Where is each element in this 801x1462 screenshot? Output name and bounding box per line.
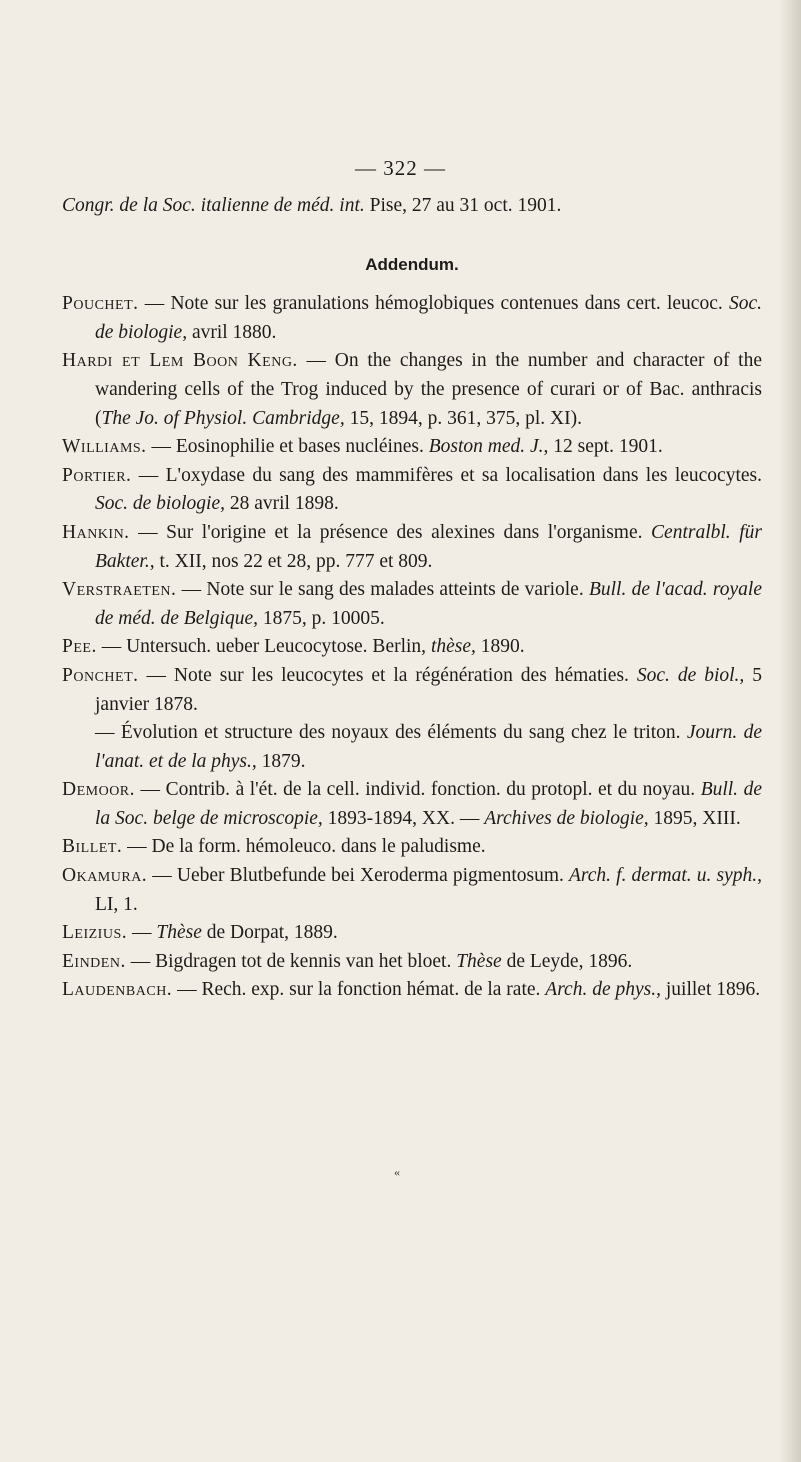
entry-demoor: [62, 776, 762, 833]
entry-text: — Note sur le sang des malades atteints de variole.: [176, 579, 589, 601]
entry-einden: [62, 948, 762, 977]
entry-portier: [62, 462, 762, 519]
section-heading: Addendum.: [365, 254, 459, 274]
entry-hardi: [62, 347, 762, 433]
entry-hankin: [62, 519, 762, 576]
entry-text: — Évolution et structure des noyaux des éléments du sang chez le triton.: [95, 722, 687, 744]
entry-source: Thèse: [156, 922, 202, 944]
entry-text: — Ueber Blutbefunde bei Xeroderma pigmentosum.: [147, 865, 569, 887]
entry-text: — On the changes in the number and character of the wandering cells of the Trog induced by the presence of curari or of Bac. anthracis (: [95, 350, 763, 429]
entry-author: Hankin.: [62, 521, 130, 543]
entry-source: Journ. de l'anat. et de la phys.,: [95, 722, 762, 772]
entry-text-end: de Dorpat, 1889.: [201, 922, 338, 944]
entry-source-2: Archives de biologie,: [484, 807, 649, 829]
entry-pouchet: [62, 290, 762, 347]
entry-text: — L'oxydase du sang des mammifères et sa localisation dans les leucocytes.: [131, 464, 762, 486]
entry-text: — Bigdragen tot de kennis van het bloet.: [125, 950, 457, 972]
entry-okamura: [62, 862, 762, 919]
entry-source: The Jo. of Physiol. Cambridge,: [101, 407, 345, 429]
page-edge-shadow: [779, 0, 801, 1462]
entry-source: Soc. de biologie,: [95, 493, 225, 515]
entry-text-end: 28 avril 1898.: [224, 493, 339, 515]
entry-text: — De la form. hémoleuco. dans le paludisme.: [122, 836, 486, 858]
entry-leizius: [62, 919, 762, 948]
entry-laudenbach: [62, 976, 762, 1005]
entry-text-end: 1879.: [256, 750, 306, 772]
entry-author: Einden.: [62, 950, 126, 972]
entry-text: — Note sur les leucocytes et la régénération des hématies.: [138, 664, 637, 686]
entry-text-end: de Leyde, 1896.: [501, 950, 633, 972]
stray-mark: «: [394, 1165, 400, 1179]
entry-text-end: juillet 1896.: [661, 979, 761, 1001]
entry-text: — Sur l'origine et la présence des alexines dans l'organisme.: [129, 521, 652, 543]
entry-source: Bull. de la Soc. belge de microscopie,: [95, 779, 762, 829]
entry-ponchet-second: [62, 719, 762, 776]
entry-pee: [62, 633, 762, 662]
entry-source: Thèse: [456, 950, 502, 972]
entry-source: Soc. de biologie,: [95, 293, 762, 343]
entry-text: —: [127, 922, 157, 944]
entry-ponchet: [62, 662, 762, 719]
entry-text-end: 5 janvier 1878.: [95, 664, 762, 715]
page-number: — 322 —: [355, 156, 446, 180]
entry-author: Pee.: [62, 636, 97, 658]
entry-text: Pise, 27 au 31 oct. 1901.: [364, 195, 562, 216]
entry-author: Portier.: [62, 464, 132, 486]
entry-text-end: 1895, XIII.: [648, 807, 741, 829]
top-entry: [62, 192, 762, 221]
entry-text-end: , 12 sept. 1901.: [543, 436, 663, 458]
entry-author: Hardi et Lem Boon Keng.: [62, 350, 298, 372]
entry-source: Bull. de l'acad. royale de méd. de Belgique,: [95, 579, 762, 629]
entry-source: Boston med. J.: [428, 436, 544, 458]
entry-text: — Untersuch. ueber Leucocytose. Berlin,: [96, 636, 431, 658]
entry-text-end: 1890.: [475, 636, 525, 658]
entry-text-end: 1875, p. 10005.: [257, 607, 385, 629]
bibliography-text: [62, 192, 762, 1005]
entry-author: Verstraeten.: [62, 579, 177, 601]
entry-text-end: avril 1880.: [187, 321, 277, 343]
entry-text: — Eosinophilie et bases nucléines.: [146, 436, 429, 458]
entry-verstraeten: [62, 576, 762, 633]
entry-text: — Contrib. à l'ét. de la cell. individ. fonction. du protopl. et du noyau.: [135, 779, 701, 801]
entry-text-mid: 1893-1894, XX. —: [322, 807, 485, 829]
entry-author: Demoor.: [62, 779, 136, 801]
entry-text-end: t. XII, nos 22 et 28, pp. 777 et 809.: [154, 550, 433, 572]
entry-source: Soc. de biol.,: [636, 664, 745, 686]
entry-source: Arch. de phys.,: [545, 979, 661, 1001]
entry-author: Billet.: [62, 836, 123, 858]
entry-author: Leizius.: [62, 922, 128, 944]
entry-author: Williams.: [62, 436, 147, 458]
entry-williams: [62, 433, 762, 462]
entry-author: Ponchet.: [62, 664, 139, 686]
entry-text-end: LI, 1.: [95, 893, 138, 915]
entry-text: — Note sur les granulations hémoglobiques contenues dans cert. leucoc.: [138, 293, 729, 315]
entry-source: Centralbl. für Bakter.,: [95, 521, 762, 572]
entry-author: Laudenbach.: [62, 979, 173, 1001]
entry-text: — Rech. exp. sur la fonction hémat. de la rate.: [172, 979, 546, 1001]
entry-source: thèse,: [430, 636, 476, 658]
entry-text-end: 15, 1894, p. 361, 375, pl. XI).: [344, 407, 582, 429]
entry-author: Pouchet.: [62, 293, 139, 315]
entry-author: Okamura.: [62, 865, 148, 887]
entry-billet: [62, 833, 762, 862]
entry-source: Congr. de la Soc. italienne de méd. int.: [62, 195, 365, 216]
entry-source: Arch. f. dermat. u. syph.,: [569, 865, 762, 887]
